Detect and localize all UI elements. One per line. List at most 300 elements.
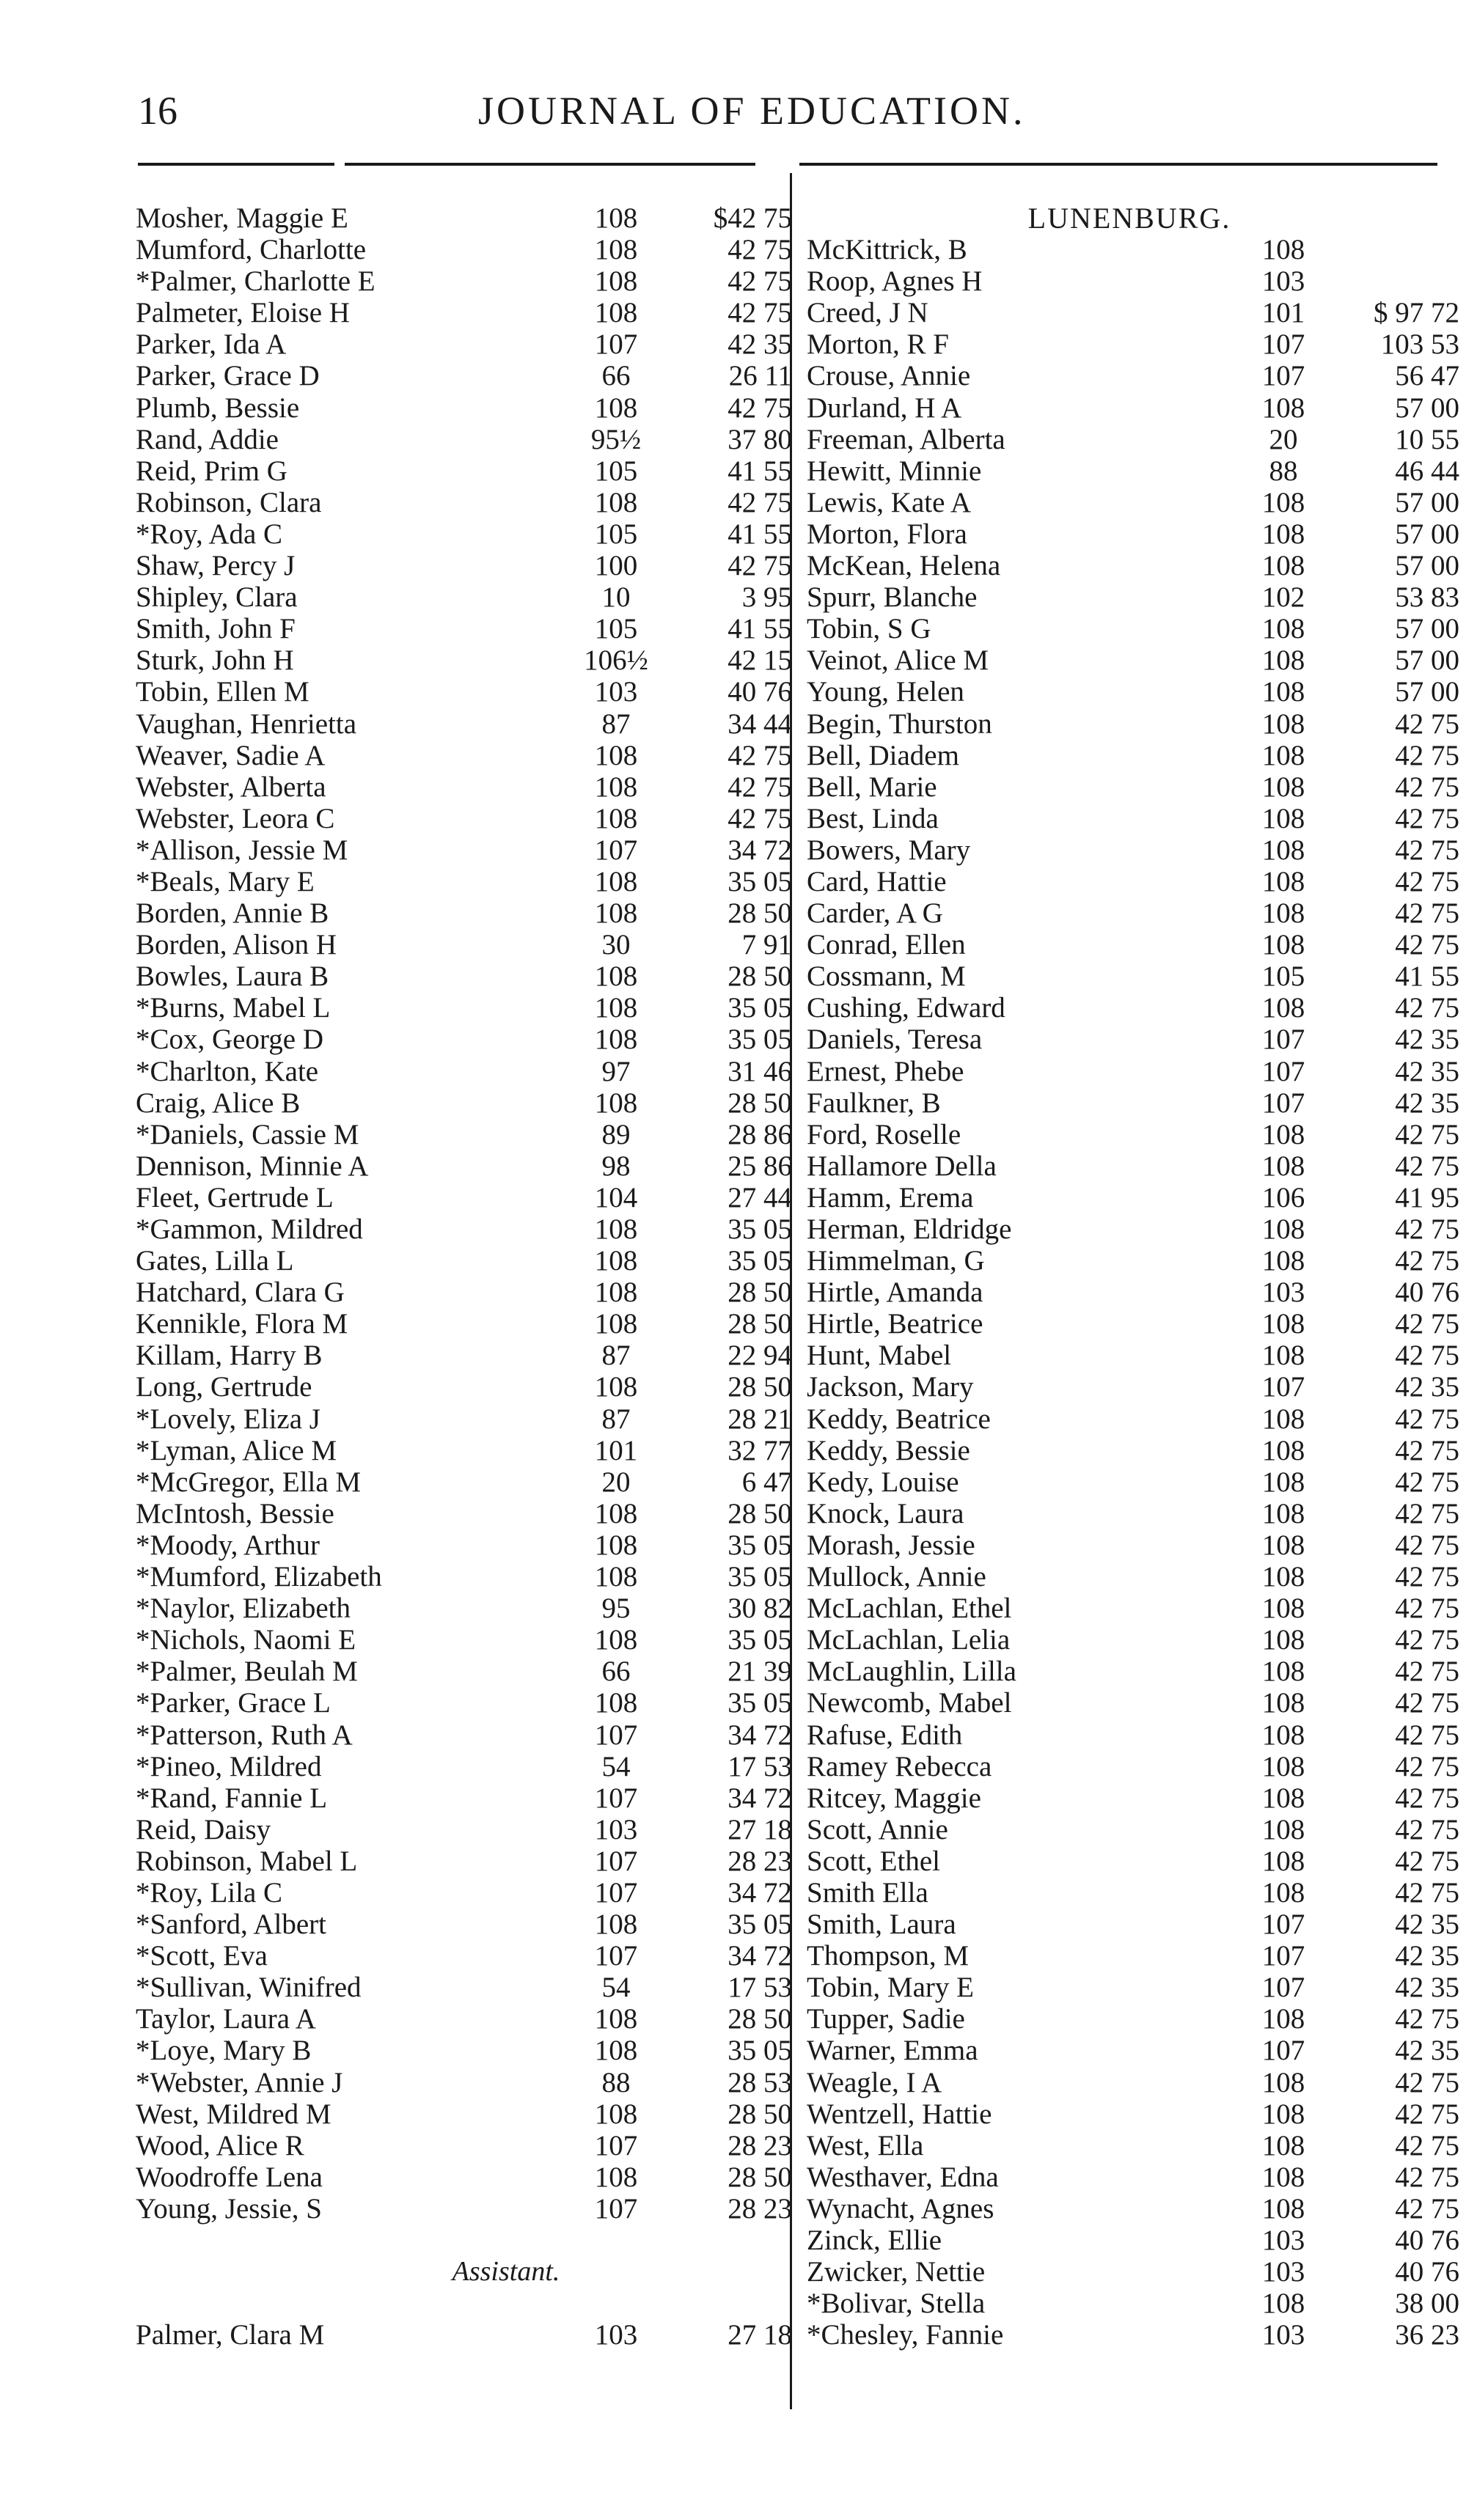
table-row <box>807 550 1459 582</box>
table-row <box>136 423 792 455</box>
table-row <box>807 518 1459 550</box>
table-row <box>136 486 792 518</box>
teacher-name: Tupper, Sadie <box>807 2003 965 2035</box>
days-taught: 108 <box>1261 234 1305 266</box>
grant-amount: 42 75 <box>727 739 792 771</box>
table-row <box>136 1466 792 1498</box>
grant-amount: 42 35 <box>1395 1371 1459 1403</box>
table-row <box>807 1813 1459 1845</box>
grant-amount: 26 11 <box>728 360 792 392</box>
days-taught: 102 <box>1261 581 1305 614</box>
grant-amount: 46 44 <box>1395 455 1459 487</box>
days-taught: 108 <box>1261 1656 1305 1688</box>
table-row <box>136 1087 792 1119</box>
table-row <box>807 2098 1459 2130</box>
table-row <box>136 1972 792 2004</box>
grant-amount: 42 35 <box>1395 1909 1459 1941</box>
days-taught: 101 <box>594 1434 638 1466</box>
grant-amount: 42 75 <box>727 392 792 424</box>
days-taught: 108 <box>1261 1150 1305 1182</box>
table-row <box>807 1245 1459 1277</box>
teacher-name: Carder, A G <box>807 897 943 930</box>
teacher-name: West, Mildred M <box>136 2098 331 2130</box>
teacher-name: *Sullivan, Winifred <box>136 1972 362 2004</box>
days-taught: 108 <box>594 2161 638 2193</box>
table-row <box>807 581 1459 614</box>
grant-amount: 42 75 <box>1395 802 1459 834</box>
grant-amount: 35 05 <box>727 1909 792 1941</box>
days-taught: 30 <box>601 929 631 961</box>
days-taught: 108 <box>594 1371 638 1403</box>
table-row <box>136 960 792 993</box>
teacher-name: Tobin, S G <box>807 613 931 645</box>
table-row <box>807 486 1459 518</box>
grant-amount: 28 23 <box>727 1845 792 1877</box>
days-taught: 108 <box>594 2003 638 2035</box>
teacher-name: Bowers, Mary <box>807 834 971 866</box>
table-row <box>807 676 1459 708</box>
grant-amount: 42 75 <box>1395 1118 1459 1150</box>
teacher-name: Knock, Laura <box>807 1497 964 1529</box>
table-row <box>807 1181 1459 1213</box>
grant-amount: 42 35 <box>1395 1024 1459 1056</box>
days-taught: 105 <box>594 455 638 487</box>
teacher-name: Wentzell, Hattie <box>807 2098 992 2130</box>
grant-amount: 53 83 <box>1395 581 1459 614</box>
days-taught: 88 <box>1269 455 1298 487</box>
spacer <box>136 2288 781 2319</box>
teacher-name: Thompson, M <box>807 1940 970 1972</box>
table-row <box>136 2098 792 2130</box>
teacher-name: Westhaver, Edna <box>807 2161 999 2193</box>
table-row <box>807 1750 1459 1782</box>
grant-amount: 42 15 <box>727 644 792 677</box>
table-row <box>807 423 1459 455</box>
teacher-name: Reid, Daisy <box>136 1813 271 1845</box>
days-taught: 108 <box>1261 1687 1305 1719</box>
days-taught: 108 <box>1261 2161 1305 2193</box>
teacher-name: Shaw, Percy J <box>136 550 296 582</box>
grant-amount: 42 75 <box>1395 1213 1459 1245</box>
teacher-name: Newcomb, Mabel <box>807 1687 1012 1719</box>
grant-amount: 42 75 <box>1395 1466 1459 1498</box>
table-row <box>807 265 1452 297</box>
days-taught: 54 <box>601 1972 631 2004</box>
table-row <box>807 297 1459 329</box>
days-taught: 108 <box>1261 1213 1305 1245</box>
teacher-name: Borden, Annie B <box>136 897 329 930</box>
table-row <box>136 676 792 708</box>
teacher-name: Conrad, Ellen <box>807 929 966 961</box>
grant-amount: 34 72 <box>727 1719 792 1751</box>
days-taught: 95½ <box>590 423 642 455</box>
days-taught: 107 <box>594 1719 638 1751</box>
days-taught: 103 <box>594 2319 638 2351</box>
teacher-name: *Patterson, Ruth A <box>136 1719 353 1751</box>
table-row <box>136 1245 792 1277</box>
teacher-name: Keddy, Bessie <box>807 1434 970 1466</box>
page-title: JOURNAL OF EDUCATION. <box>478 89 1026 133</box>
grant-amount: 34 72 <box>727 1876 792 1909</box>
grant-amount: 42 75 <box>1395 2098 1459 2130</box>
days-taught: 108 <box>1261 1529 1305 1561</box>
teacher-name: Daniels, Teresa <box>807 1024 983 1056</box>
table-row <box>807 1561 1459 1593</box>
days-taught: 108 <box>594 486 638 518</box>
days-taught: 108 <box>1261 486 1305 518</box>
days-taught: 108 <box>594 1245 638 1277</box>
teacher-name: Reid, Prim G <box>136 455 287 487</box>
table-row <box>807 2319 1459 2351</box>
days-taught: 107 <box>1261 360 1305 392</box>
teacher-name: Wood, Alice R <box>136 2129 304 2161</box>
teacher-name: *Scott, Eva <box>136 1940 268 1972</box>
table-row <box>807 992 1459 1024</box>
table-row <box>136 297 792 329</box>
grant-amount: 57 00 <box>1395 676 1459 708</box>
table-row <box>807 1782 1459 1814</box>
teacher-name: Fleet, Gertrude L <box>136 1181 334 1213</box>
days-taught: 106 <box>1261 1181 1305 1213</box>
teacher-name: Taylor, Laura A <box>136 2003 316 2035</box>
grant-amount: 28 21 <box>727 1403 792 1435</box>
right-column <box>807 202 1459 2351</box>
days-taught: 107 <box>1261 328 1305 361</box>
grant-amount: 35 05 <box>727 992 792 1024</box>
teacher-name: Borden, Alison H <box>136 929 337 961</box>
teacher-name: Morash, Jessie <box>807 1529 975 1561</box>
days-taught: 108 <box>1261 1593 1305 1625</box>
table-row <box>136 1876 792 1909</box>
table-row <box>136 360 792 392</box>
header-rule-center <box>345 163 755 166</box>
table-row <box>807 1656 1459 1688</box>
teacher-name: *Rand, Fannie L <box>136 1782 328 1814</box>
teacher-name: Craig, Alice B <box>136 1087 301 1119</box>
days-taught: 108 <box>594 1213 638 1245</box>
table-row <box>136 1561 792 1593</box>
table-row <box>136 739 792 771</box>
grant-amount: 36 23 <box>1395 2319 1459 2351</box>
days-taught: 88 <box>601 2066 631 2098</box>
teacher-name: Long, Gertrude <box>136 1371 312 1403</box>
table-row <box>136 2161 792 2193</box>
grant-amount: 42 75 <box>1395 992 1459 1024</box>
teacher-name: Parker, Grace D <box>136 360 320 392</box>
teacher-name: Lewis, Kate A <box>807 486 972 518</box>
days-taught: 103 <box>594 676 638 708</box>
teacher-name: Best, Linda <box>807 802 939 834</box>
days-taught: 87 <box>601 1340 631 1372</box>
grant-amount: 35 05 <box>727 1024 792 1056</box>
assistant-row <box>136 2319 792 2351</box>
days-taught: 104 <box>594 1181 638 1213</box>
days-taught: 107 <box>594 1940 638 1972</box>
grant-amount: 41 55 <box>727 613 792 645</box>
teacher-name: Wynacht, Agnes <box>807 2192 994 2225</box>
days-taught: 105 <box>594 518 638 550</box>
table-row <box>136 1813 792 1845</box>
grant-amount: 25 86 <box>727 1150 792 1182</box>
teacher-name: Hirtle, Amanda <box>807 1276 983 1309</box>
teacher-name: Parker, Ida A <box>136 328 287 361</box>
grant-amount: 42 75 <box>727 486 792 518</box>
teacher-name: *Palmer, Charlotte E <box>136 265 375 298</box>
days-taught: 108 <box>1261 2066 1305 2098</box>
teacher-name: Mosher, Maggie E <box>136 202 348 234</box>
teacher-name: Begin, Thurston <box>807 708 992 740</box>
days-taught: 108 <box>594 960 638 993</box>
teacher-name: *Nichols, Naomi E <box>136 1624 356 1656</box>
days-taught: 108 <box>1261 1876 1305 1909</box>
days-taught: 107 <box>1261 1972 1305 2004</box>
teacher-name: Shipley, Clara <box>136 581 298 614</box>
teacher-name: Vaughan, Henrietta <box>136 708 357 740</box>
teacher-name: Robinson, Mabel L <box>136 1845 358 1877</box>
table-row <box>807 1876 1459 1909</box>
teacher-name: *Chesley, Fannie <box>807 2319 1004 2351</box>
teacher-name: Spurr, Blanche <box>807 581 978 614</box>
table-row <box>136 581 792 614</box>
table-row <box>807 1972 1459 2004</box>
table-row <box>807 960 1459 993</box>
grant-amount: 42 35 <box>1395 1087 1459 1119</box>
teacher-name: McLachlan, Ethel <box>807 1593 1012 1625</box>
days-taught: 107 <box>594 2129 638 2161</box>
teacher-name: *Lovely, Eliza J <box>136 1403 320 1435</box>
table-row <box>136 1340 792 1372</box>
grant-amount: 42 35 <box>1395 1972 1459 2004</box>
grant-amount: 42 75 <box>1395 1687 1459 1719</box>
teacher-name: *Palmer, Beulah M <box>136 1656 358 1688</box>
grant-amount: 28 50 <box>727 1308 792 1340</box>
table-row <box>807 1719 1459 1751</box>
days-taught: 108 <box>594 234 638 266</box>
grant-amount: 37 80 <box>727 423 792 455</box>
days-taught: 100 <box>594 550 638 582</box>
teacher-name: Plumb, Bessie <box>136 392 300 424</box>
grant-amount: 42 75 <box>727 771 792 803</box>
days-taught: 108 <box>1261 644 1305 677</box>
teacher-name: Bell, Diadem <box>807 739 959 771</box>
teacher-name: McKittrick, B <box>807 234 967 266</box>
grant-amount: 42 75 <box>1395 1624 1459 1656</box>
teacher-name: Morton, R F <box>807 328 949 361</box>
teacher-name: Ford, Roselle <box>807 1118 961 1150</box>
teacher-name: Smith, John F <box>136 613 296 645</box>
teacher-name: McIntosh, Bessie <box>136 1497 334 1529</box>
table-row <box>807 708 1459 740</box>
days-taught: 103 <box>594 1813 638 1845</box>
teacher-name: *Burns, Mabel L <box>136 992 331 1024</box>
days-taught: 103 <box>1261 2225 1305 2256</box>
days-taught: 108 <box>1261 1845 1305 1877</box>
table-row <box>136 613 792 645</box>
teacher-name: Killam, Harry B <box>136 1340 323 1372</box>
grant-amount: 28 50 <box>727 2098 792 2130</box>
grant-amount: 42 75 <box>1395 1434 1459 1466</box>
days-taught: 108 <box>1261 1403 1305 1435</box>
days-taught: 107 <box>1261 1909 1305 1941</box>
days-taught: 108 <box>594 1497 638 1529</box>
grant-amount: 27 18 <box>727 2319 792 2351</box>
teacher-name: Hamm, Erema <box>807 1181 974 1213</box>
grant-amount: 28 86 <box>727 1118 792 1150</box>
table-row <box>807 834 1459 866</box>
grant-amount: 42 75 <box>1395 1561 1459 1593</box>
grant-amount: 42 75 <box>727 234 792 266</box>
table-row <box>136 1213 792 1245</box>
teacher-name: *Webster, Annie J <box>136 2066 343 2098</box>
teacher-name: *Daniels, Cassie M <box>136 1118 359 1150</box>
teacher-name: Dennison, Minnie A <box>136 1150 369 1182</box>
table-row <box>807 392 1459 424</box>
days-taught: 108 <box>1261 2288 1305 2320</box>
days-taught: 107 <box>594 1845 638 1877</box>
teacher-name: *Bolivar, Stella <box>807 2288 986 2320</box>
spacer <box>136 2225 781 2256</box>
teacher-name: Zinck, Ellie <box>807 2225 942 2256</box>
table-row <box>807 897 1459 930</box>
days-taught: 66 <box>601 360 631 392</box>
teacher-name: Scott, Ethel <box>807 1845 940 1877</box>
grant-amount: 42 75 <box>1395 1497 1459 1529</box>
grant-amount: 28 50 <box>727 960 792 993</box>
grant-amount: 27 44 <box>727 1181 792 1213</box>
teacher-name: Freeman, Alberta <box>807 423 1005 455</box>
teacher-name: Bell, Marie <box>807 771 937 803</box>
table-row <box>807 328 1459 361</box>
days-taught: 108 <box>1261 802 1305 834</box>
grant-amount: 42 75 <box>1395 2066 1459 2098</box>
table-row <box>136 2003 792 2035</box>
table-row <box>136 1497 792 1529</box>
days-taught: 107 <box>1261 2035 1305 2067</box>
right-rows <box>807 234 1459 2351</box>
table-row <box>807 455 1459 487</box>
days-taught: 108 <box>1261 1434 1305 1466</box>
teacher-name: *Charlton, Kate <box>136 1055 319 1087</box>
teacher-name: Hatchard, Clara G <box>136 1276 345 1309</box>
days-taught: 108 <box>594 897 638 930</box>
days-taught: 108 <box>1261 613 1305 645</box>
grant-amount: 40 76 <box>1395 2256 1459 2288</box>
days-taught: 108 <box>1261 897 1305 930</box>
table-row <box>807 802 1459 834</box>
days-taught: 108 <box>1261 834 1305 866</box>
table-row <box>807 1466 1459 1498</box>
table-row <box>807 1055 1459 1087</box>
table-row <box>807 234 1452 265</box>
teacher-name: *Lyman, Alice M <box>136 1434 337 1466</box>
days-taught: 108 <box>594 802 638 834</box>
grant-amount: 41 95 <box>1395 1181 1459 1213</box>
table-row <box>136 802 792 834</box>
days-taught: 108 <box>1261 865 1305 897</box>
teacher-name: Mumford, Charlotte <box>136 234 367 266</box>
teacher-name: Veinot, Alice M <box>807 644 989 677</box>
table-row <box>807 2256 1459 2288</box>
teacher-name: *Mumford, Elizabeth <box>136 1561 382 1593</box>
grant-amount: 42 75 <box>1395 1403 1459 1435</box>
grant-amount: 42 75 <box>1395 1876 1459 1909</box>
table-row <box>807 865 1459 897</box>
grant-amount: 28 50 <box>727 897 792 930</box>
table-row <box>136 455 792 487</box>
table-row <box>807 1845 1459 1877</box>
table-row <box>136 771 792 803</box>
teacher-name: Bowles, Laura B <box>136 960 329 993</box>
grant-amount: 42 75 <box>1395 2003 1459 2035</box>
table-row <box>807 1624 1459 1656</box>
teacher-name: Hirtle, Beatrice <box>807 1308 983 1340</box>
grant-amount: 38 00 <box>1395 2288 1459 2320</box>
table-row <box>136 1055 792 1087</box>
grant-amount: 10 55 <box>1395 423 1459 455</box>
left-column <box>136 202 792 2351</box>
teacher-name: Creed, J N <box>807 297 928 329</box>
table-row <box>136 2035 792 2067</box>
grant-amount: 42 75 <box>1395 1245 1459 1277</box>
days-taught: 108 <box>594 392 638 424</box>
table-row <box>136 992 792 1024</box>
days-taught: 108 <box>1261 1750 1305 1782</box>
grant-amount: 42 75 <box>727 802 792 834</box>
table-row <box>136 1624 792 1656</box>
grant-amount: 21 39 <box>727 1656 792 1688</box>
table-row <box>807 2161 1459 2193</box>
teacher-name: *McGregor, Ella M <box>136 1466 362 1498</box>
grant-amount: 42 75 <box>727 550 792 582</box>
grant-amount: 41 55 <box>727 455 792 487</box>
table-row <box>807 1308 1459 1340</box>
table-row <box>136 1276 792 1309</box>
days-taught: 108 <box>594 739 638 771</box>
table-row <box>136 1371 792 1403</box>
teacher-name: Card, Hattie <box>807 865 947 897</box>
table-row <box>136 1909 792 1941</box>
table-row <box>136 1750 792 1782</box>
days-taught: 108 <box>594 1909 638 1941</box>
days-taught: 108 <box>1261 992 1305 1024</box>
table-row <box>807 360 1459 392</box>
teacher-name: Zwicker, Nettie <box>807 2256 986 2288</box>
table-row <box>136 1593 792 1625</box>
days-taught: 108 <box>1261 392 1305 424</box>
table-row <box>136 202 792 234</box>
teacher-name: Warner, Emma <box>807 2035 978 2067</box>
days-taught: 108 <box>1261 676 1305 708</box>
table-row <box>136 1940 792 1972</box>
teacher-name: *Beals, Mary E <box>136 865 315 897</box>
teacher-name: *Roy, Ada C <box>136 518 283 550</box>
days-taught: 108 <box>594 265 638 298</box>
table-row <box>807 739 1459 771</box>
table-row <box>136 392 792 424</box>
grant-amount: 3 95 <box>741 581 792 614</box>
grant-amount: $42 75 <box>713 202 792 234</box>
table-row <box>136 929 792 961</box>
table-row <box>136 1181 792 1213</box>
teacher-name: Faulkner, B <box>807 1087 941 1119</box>
grant-amount: 34 72 <box>727 834 792 866</box>
teacher-name: Kedy, Louise <box>807 1466 959 1498</box>
table-row <box>807 1340 1459 1372</box>
table-row <box>136 328 792 361</box>
grant-amount: 32 77 <box>727 1434 792 1466</box>
days-taught: 107 <box>1261 1087 1305 1119</box>
table-row <box>807 2225 1459 2256</box>
